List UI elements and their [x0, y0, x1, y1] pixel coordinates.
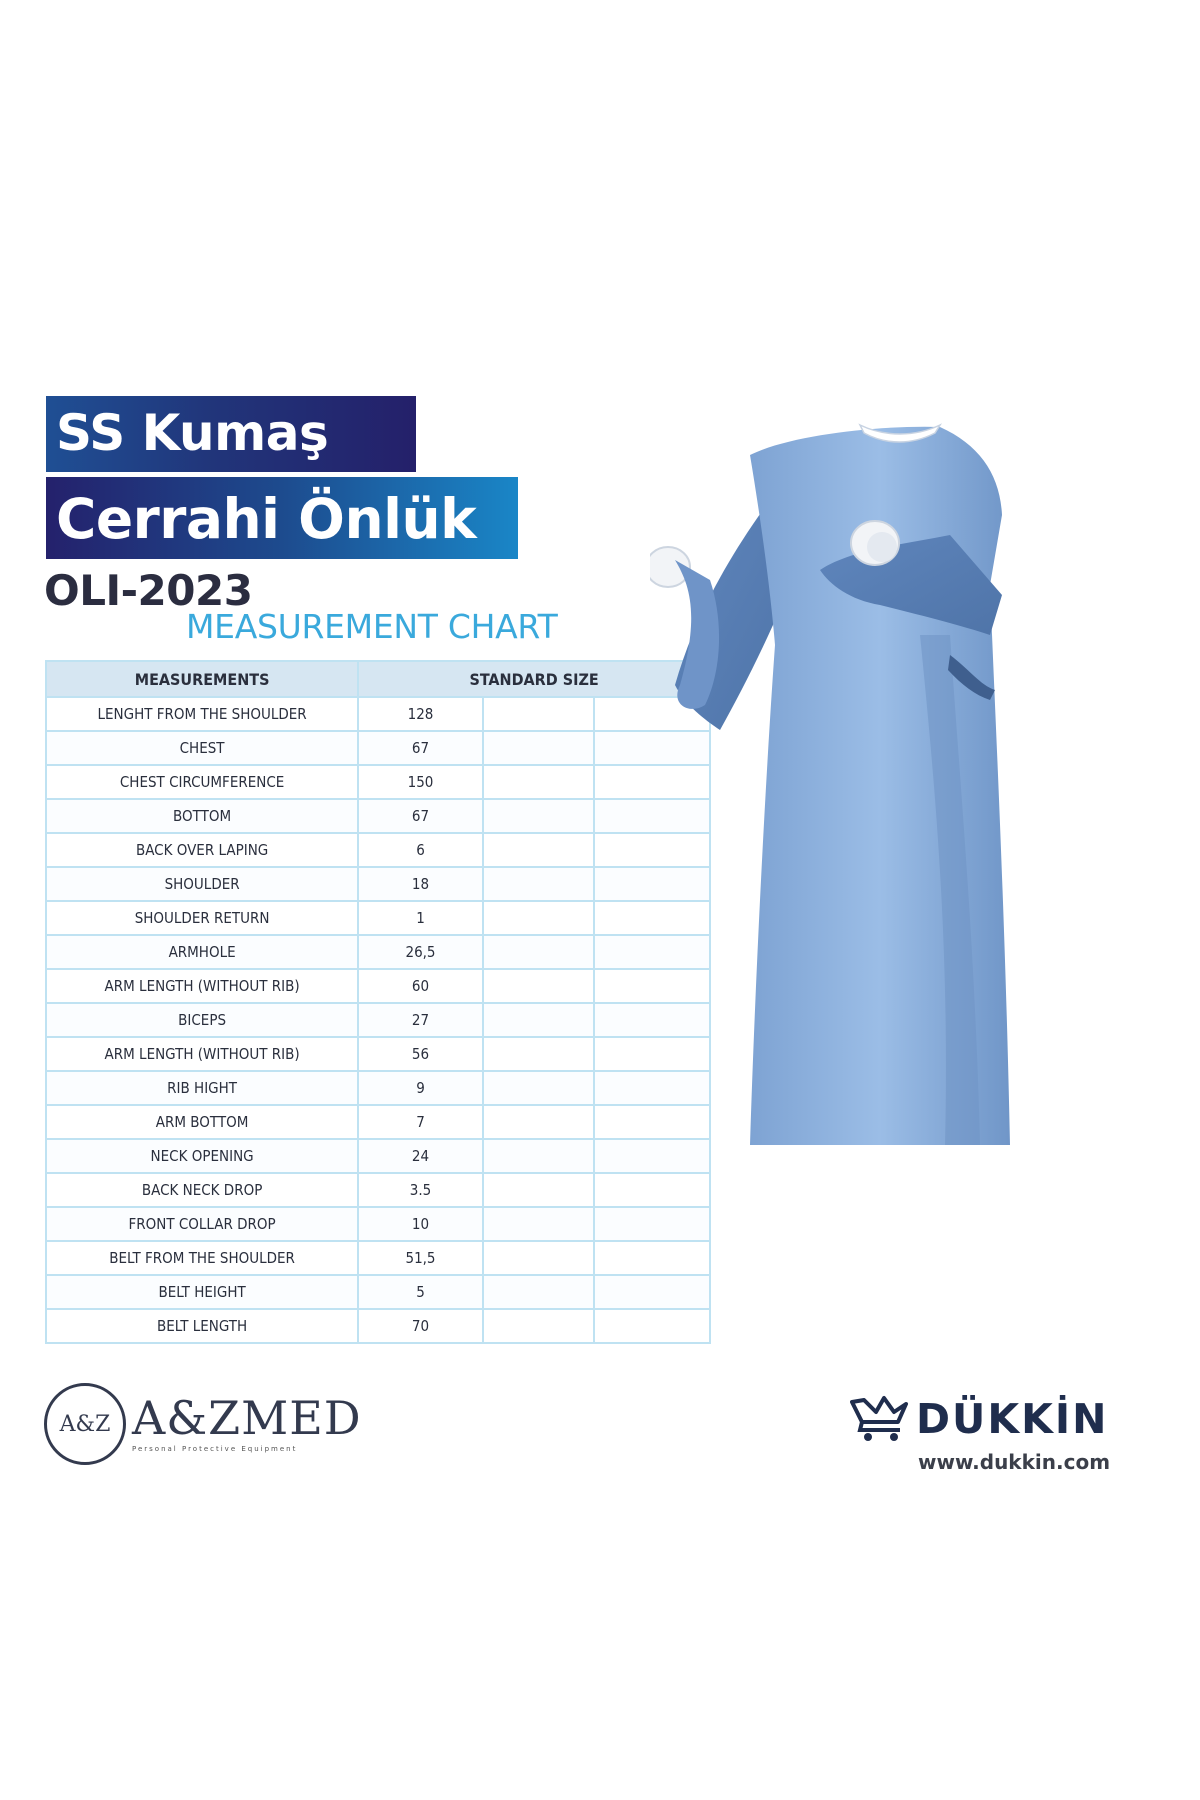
measurement-label: SHOULDER [46, 867, 358, 901]
measurement-label: NECK OPENING [46, 1139, 358, 1173]
empty-cell [594, 1275, 710, 1309]
empty-cell [483, 1241, 595, 1275]
column-header-measurements: MEASUREMENTS [46, 661, 358, 697]
measurement-label: RIB HIGHT [46, 1071, 358, 1105]
table-row [46, 765, 710, 799]
empty-cell [483, 901, 595, 935]
az-seal-icon [44, 1383, 126, 1465]
empty-cell [483, 935, 595, 969]
measurement-value: 27 [358, 1003, 483, 1037]
measurement-label: FRONT COLLAR DROP [46, 1207, 358, 1241]
table-row [46, 1003, 710, 1037]
measurement-value: 3.5 [358, 1173, 483, 1207]
table-row [46, 1173, 710, 1207]
empty-cell [483, 697, 595, 731]
az-brand-name: A&ZMED [132, 1391, 362, 1445]
dukkin-logo [848, 1392, 1148, 1474]
title-line2: Cerrahi Önlük [56, 487, 477, 551]
measurement-table [45, 660, 711, 1344]
empty-cell [483, 1173, 595, 1207]
table-row [46, 901, 710, 935]
measurement-value: 128 [358, 697, 483, 731]
table-row [46, 1207, 710, 1241]
empty-cell [483, 1003, 595, 1037]
empty-cell [594, 1309, 710, 1343]
empty-cell [483, 1309, 595, 1343]
chart-title: MEASUREMENT CHART [186, 607, 558, 646]
empty-cell [483, 799, 595, 833]
measurement-label: LENGHT FROM THE SHOULDER [46, 697, 358, 731]
measurement-value: 1 [358, 901, 483, 935]
measurement-label: BELT FROM THE SHOULDER [46, 1241, 358, 1275]
empty-cell [483, 731, 595, 765]
measurement-value: 10 [358, 1207, 483, 1241]
empty-cell [483, 969, 595, 1003]
measurement-value: 24 [358, 1139, 483, 1173]
table-row [46, 799, 710, 833]
measurement-label: BICEPS [46, 1003, 358, 1037]
measurement-value: 5 [358, 1275, 483, 1309]
table-row [46, 833, 710, 867]
empty-cell [594, 1173, 710, 1207]
empty-cell [483, 1071, 595, 1105]
empty-cell [594, 1241, 710, 1275]
measurement-value: 26,5 [358, 935, 483, 969]
empty-cell [483, 833, 595, 867]
dukkin-url: www.dukkin.com [918, 1450, 1111, 1474]
measurement-label: BOTTOM [46, 799, 358, 833]
title-line1: SS Kumaş [56, 404, 329, 462]
table-row [46, 731, 710, 765]
measurement-label: ARM LENGTH (WITHOUT RIB) [46, 1037, 358, 1071]
measurement-value: 67 [358, 731, 483, 765]
az-med-logo [44, 1383, 362, 1465]
measurement-label: BELT LENGTH [46, 1309, 358, 1343]
measurement-label: ARM BOTTOM [46, 1105, 358, 1139]
table-row [46, 1105, 710, 1139]
measurement-value: 18 [358, 867, 483, 901]
empty-cell [483, 1037, 595, 1071]
empty-cell [594, 1207, 710, 1241]
measurement-label: BACK OVER LAPING [46, 833, 358, 867]
empty-cell [483, 1275, 595, 1309]
table-row [46, 969, 710, 1003]
measurement-value: 67 [358, 799, 483, 833]
measurement-value: 7 [358, 1105, 483, 1139]
az-tagline: Personal Protective Equipment [132, 1445, 298, 1453]
empty-cell [483, 1139, 595, 1173]
az-seal-text: A&Z [59, 1411, 111, 1437]
measurement-value: 60 [358, 969, 483, 1003]
table-row [46, 1309, 710, 1343]
measurement-label: SHOULDER RETURN [46, 901, 358, 935]
measurement-value: 56 [358, 1037, 483, 1071]
measurement-label: BELT HEIGHT [46, 1275, 358, 1309]
title-banner-line2 [46, 477, 518, 559]
table-row [46, 1275, 710, 1309]
table-row [46, 1037, 710, 1071]
measurement-value: 9 [358, 1071, 483, 1105]
measurement-value: 6 [358, 833, 483, 867]
table-row [46, 1241, 710, 1275]
measurement-value: 150 [358, 765, 483, 799]
title-banner-line1 [46, 396, 416, 472]
dukkin-brand-name: DÜKKİN [916, 1395, 1109, 1443]
empty-cell [483, 867, 595, 901]
table-header-row [46, 661, 710, 697]
table-row [46, 867, 710, 901]
table-row [46, 935, 710, 969]
column-header-standard-size: STANDARD SIZE [358, 661, 710, 697]
empty-cell [483, 765, 595, 799]
empty-cell [483, 1207, 595, 1241]
measurement-label: ARMHOLE [46, 935, 358, 969]
measurement-label: ARM LENGTH (WITHOUT RIB) [46, 969, 358, 1003]
crown-cart-icon [848, 1392, 912, 1446]
empty-cell [483, 1105, 595, 1139]
measurement-value: 51,5 [358, 1241, 483, 1275]
model-code: OLI-2023 [44, 566, 253, 615]
measurement-label: BACK NECK DROP [46, 1173, 358, 1207]
table-row [46, 1139, 710, 1173]
measurement-label: CHEST [46, 731, 358, 765]
surgical-gown-illustration [650, 385, 1070, 1165]
measurement-label: CHEST CIRCUMFERENCE [46, 765, 358, 799]
measurement-value: 70 [358, 1309, 483, 1343]
table-row [46, 697, 710, 731]
table-row [46, 1071, 710, 1105]
